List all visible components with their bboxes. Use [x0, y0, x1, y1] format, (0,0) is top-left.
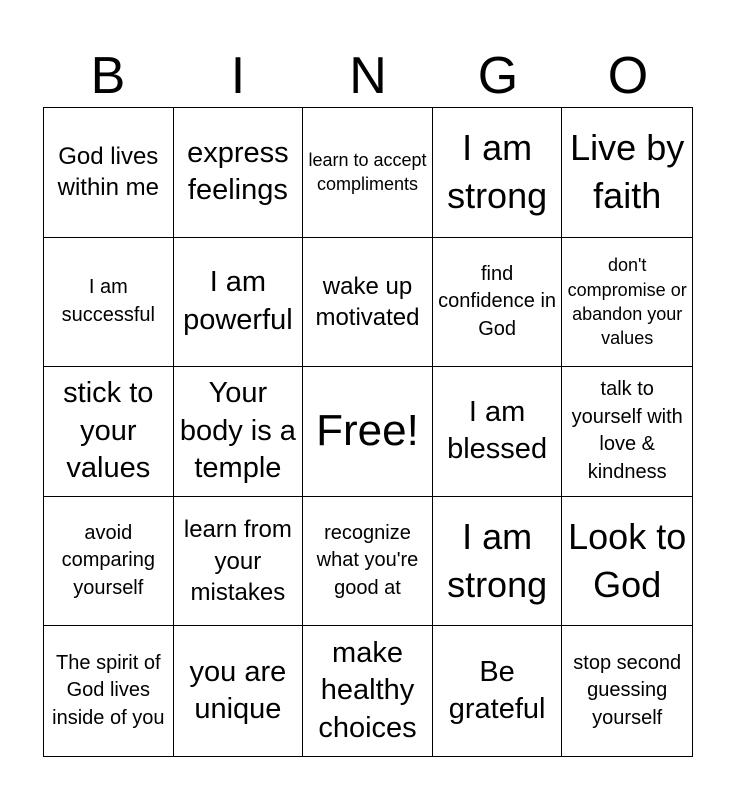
bingo-cell[interactable]	[174, 238, 304, 368]
bingo-cell[interactable]	[562, 367, 692, 497]
bingo-cell[interactable]	[433, 497, 563, 627]
bingo-cell-text: make healthy choices	[318, 636, 417, 745]
bingo-cell[interactable]	[303, 238, 433, 368]
bingo-cell[interactable]	[44, 626, 174, 756]
bingo-cell[interactable]	[562, 497, 692, 627]
bingo-header	[43, 44, 693, 108]
bingo-cell[interactable]	[174, 108, 304, 238]
bingo-cell-text: find confidence in God	[438, 262, 557, 340]
bingo-cell-text: Live by faith	[570, 126, 685, 217]
bingo-cell-text: Look to God	[568, 515, 687, 606]
bingo-board	[43, 107, 693, 757]
bingo-cell[interactable]	[44, 238, 174, 368]
bingo-cell-text: talk to yourself with love & kindness	[571, 378, 683, 484]
bingo-cell-text: I am successful	[61, 276, 155, 326]
bingo-cell[interactable]	[433, 108, 563, 238]
bingo-cell[interactable]	[174, 497, 304, 627]
bingo-cell-text: express feelings	[187, 136, 289, 207]
bingo-cell-text: The spirit of God lives inside of you	[52, 651, 165, 729]
bingo-cell[interactable]	[44, 497, 174, 627]
bingo-cell-text: you are unique	[189, 655, 287, 726]
header-letter-n: N	[349, 47, 387, 105]
header-letter-i: I	[230, 47, 246, 105]
bingo-cell-text: God lives within me	[57, 143, 159, 202]
bingo-cell[interactable]	[433, 626, 563, 756]
bingo-cell[interactable]	[433, 238, 563, 368]
bingo-cell[interactable]	[562, 108, 692, 238]
bingo-cell[interactable]	[433, 367, 563, 497]
header-letter-b: B	[90, 47, 126, 105]
bingo-cell[interactable]	[174, 626, 304, 756]
bingo-cell-text: I am strong	[447, 515, 548, 606]
bingo-cell-text: I am blessed	[447, 395, 548, 466]
bingo-cell[interactable]	[174, 367, 304, 497]
bingo-cell-text: Your body is a temple	[179, 376, 296, 485]
bingo-cell-text: don't compromise or abandon your values	[567, 255, 687, 349]
bingo-cell-text: Free!	[316, 406, 419, 456]
bingo-cell-text: stick to your values	[63, 376, 154, 485]
bingo-cell[interactable]	[303, 626, 433, 756]
bingo-cell-text: learn to accept compliments	[308, 150, 427, 195]
bingo-cell[interactable]	[303, 497, 433, 627]
bingo-cell-text: I am strong	[447, 126, 548, 217]
bingo-cell-text: recognize what you're good at	[316, 521, 419, 599]
bingo-free-space[interactable]	[303, 367, 433, 497]
bingo-cell[interactable]	[562, 626, 692, 756]
bingo-cell[interactable]	[44, 108, 174, 238]
bingo-cell[interactable]	[303, 108, 433, 238]
header-letter-o: O	[607, 47, 649, 105]
header-letter-g: G	[477, 47, 519, 105]
bingo-cell-text: Be grateful	[448, 655, 546, 726]
bingo-cell[interactable]	[562, 238, 692, 368]
bingo-cell-text: I am powerful	[183, 266, 293, 336]
bingo-cell[interactable]	[44, 367, 174, 497]
bingo-cell-text: avoid comparing yourself	[61, 521, 155, 599]
bingo-cell-text: stop second guessing yourself	[573, 651, 682, 729]
bingo-cell-text: wake up motivated	[315, 272, 420, 331]
bingo-cell-text: learn from your mistakes	[183, 516, 292, 606]
